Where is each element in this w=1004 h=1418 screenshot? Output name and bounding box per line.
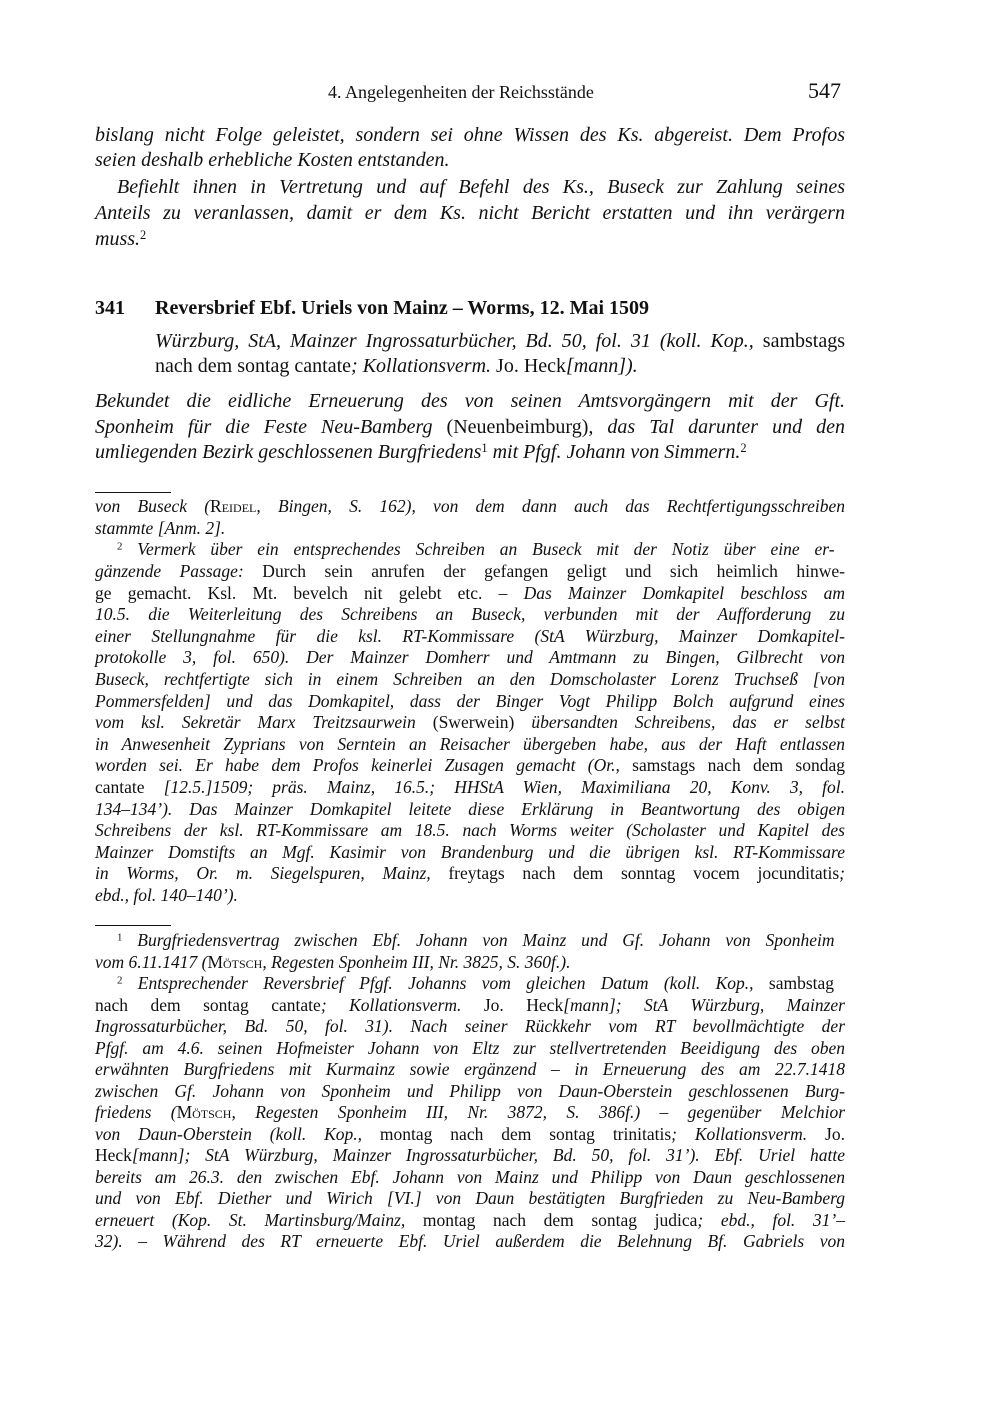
text-run: Burgfriedensvertrag zwischen Ebf. Johann von Mainz und Gf. Johann von Sponheim [122, 930, 835, 951]
text-run: und von Ebf. Diether und Wirich [VI.] von Daun bestätigten Burgfrieden zu Neu-Bamberg [95, 1188, 845, 1209]
text-run: umliegenden Bezirk geschlossenen Burgfriedens [95, 440, 482, 463]
footnotes-previous-entry-line [95, 799, 845, 820]
footnotes-previous-entry-line [95, 561, 845, 582]
footnote-marker: 1 [481, 440, 488, 455]
regest-line [95, 441, 747, 464]
footnotes-entry-341-line [95, 952, 571, 973]
text-run: Schreibens der ksl. RT-Kommissare am 18.5. nach Worms weiter (Scholaster und Kapitel des [95, 820, 845, 841]
text-run: nach dem sontag cantate [155, 354, 352, 377]
text-run: 134–134’). Das Mainzer Domkapitel leitete diese Erklärung in Beantwortung des obigen [95, 798, 845, 819]
footnote-separator [95, 492, 171, 493]
footnotes-previous-entry-line [95, 496, 845, 517]
text-run: nach dem sontag cantate [95, 994, 321, 1015]
text-run: friedens ( [95, 1102, 177, 1123]
footnotes-previous-entry-line [95, 518, 225, 539]
text-run: Mötsch [207, 951, 263, 972]
source-note-line [155, 330, 845, 353]
footnotes-entry-341-line [95, 1059, 845, 1080]
text-run: [mann]; StA Würzburg, Mainzer Ingrossaturbücher, Bd. 50, fol. 31’). Ebf. Uriel hatte [131, 1145, 845, 1166]
regest-line [95, 416, 845, 439]
footnotes-entry-341-line [95, 1124, 845, 1145]
footnotes-entry-341-line [117, 973, 834, 994]
entry-number: 341 [95, 297, 125, 319]
regest-line [95, 390, 845, 413]
text-run: Durch sein anrufen der gefangen geligt und sich heimlich hinwe- [243, 560, 845, 581]
text-run: stammte [Anm. 2]. [95, 517, 226, 538]
text-run: Heck [95, 1145, 132, 1166]
text-run: vom ksl. Sekretär Marx Treitzsaurwein [95, 712, 433, 733]
text-run: , Regesten Sponheim III, Nr. 3872, S. 386f.) – gegenüber Melchior [231, 1102, 845, 1123]
text-run: 10.5. die Weiterleitung des Schreibens an Buseck, verbunden mit der Aufforderung zu [95, 604, 845, 625]
text-run: Würzburg, StA, Mainzer Ingrossaturbücher, Bd. 50, fol. 31 (koll. Kop., [155, 329, 754, 352]
text-run: Jo. [807, 1123, 845, 1144]
text-run: Reidel [210, 496, 257, 517]
text-run: bislang nicht Folge geleistet, sondern sei ohne Wissen des Ks. abgereist. Dem Profos [95, 123, 845, 146]
text-run: Sponheim für die Feste Neu-Bamberg [95, 415, 433, 438]
text-run: ; Kollationsverm. [351, 354, 492, 377]
text-run: ; Kollationsverm. [320, 994, 462, 1015]
text-run: , Regesten Sponheim III, Nr. 3825, S. 360f.). [262, 951, 571, 972]
text-run: von Buseck ( [95, 496, 211, 517]
footnotes-previous-entry-line [117, 539, 835, 560]
footnotes-entry-341-line [117, 930, 835, 951]
text-run: ; Kollationsverm. [671, 1123, 808, 1144]
footnotes-entry-341-line [95, 1016, 845, 1037]
footnote-marker: 2 [117, 974, 123, 987]
text-run: sambstag [753, 973, 835, 994]
text-run: Mainzer Domstifts an Mgf. Kasimir von Brandenburg und die übrigen ksl. RT-Kommissare [95, 841, 845, 862]
source-note-line [155, 355, 638, 378]
footnotes-entry-341-line [95, 1210, 845, 1231]
text-run: Jo. Heck [461, 994, 564, 1015]
text-run: übersandten Schreibens, das er selbst [514, 712, 845, 733]
text-run: montag nach dem sontag judica [405, 1209, 698, 1230]
text-run: Jo. Heck [491, 354, 567, 377]
main-text-continuation-line [95, 124, 845, 147]
footnotes-previous-entry-line [95, 842, 845, 863]
text-run: Befiehlt ihnen in Vertretung und auf Befehl des Ks., Buseck zur Zahlung seines [117, 175, 845, 198]
footnote-marker: 2 [117, 540, 123, 553]
footnotes-previous-entry-line [95, 604, 845, 625]
text-run: Buseck, rechtfertigte sich in einem Schreiben an den Domscholaster Lorenz Truchseß [von [95, 668, 845, 689]
footnotes-entry-341-line [95, 1231, 845, 1252]
footnotes-entry-341-line [95, 1038, 845, 1059]
main-text-continuation-line [95, 202, 845, 225]
footnotes-previous-entry-line [95, 885, 238, 906]
footnotes-previous-entry-line [95, 647, 845, 668]
text-run: von Daun-Oberstein (koll. Kop., [95, 1123, 363, 1144]
footnotes-entry-341-line [95, 1167, 845, 1188]
main-text-continuation-line [95, 228, 146, 251]
text-run: worden sei. Er habe dem Profos keinerlei Zusagen gemacht (Or., [95, 755, 620, 776]
text-run: in Anwesenheit Zyprians von Serntein an Reisacher übergeben habe, aus der Haft entlassen [95, 733, 845, 754]
text-run: – Das Mainzer Domkapitel beschloss am [498, 582, 846, 603]
entry-title: Reversbrief Ebf. Uriels von Mainz – Worms, 12. Mai 1509 [155, 297, 650, 319]
main-text-continuation-line [95, 149, 450, 172]
text-run: erwähnten Burgfriedens mit Kurmainz sowie ergänzend – in Erneuerung des am 22.7.1418 [95, 1059, 845, 1080]
text-run: [mann]). [566, 354, 638, 377]
text-run: erneuert (Kop. St. Martinsburg/Mainz, [95, 1209, 406, 1230]
text-run: samstags nach dem sondag [619, 755, 845, 776]
text-run: (Neuenbeimburg) [432, 415, 589, 438]
text-run: Anteils zu veranlassen, damit er dem Ks. nicht Bericht erstatten und ihn verärgern [95, 201, 845, 224]
main-text-continuation-line [117, 176, 845, 199]
footnotes-previous-entry-line [95, 755, 845, 776]
text-run: mit Pfgf. Johann von Simmern. [487, 440, 741, 463]
footnotes-entry-341-line [95, 995, 845, 1016]
footnotes-previous-entry-line [95, 626, 845, 647]
text-run: Pommersfelden] und das Domkapitel, dass der Binger Vogt Philipp Bolch aufgrund eines [95, 690, 845, 711]
footnotes-previous-entry-line [95, 820, 845, 841]
running-header: 4. Angelegenheiten der Reichsstände [328, 82, 594, 102]
text-run: [mann]; StA Würzburg, Mainzer [563, 994, 845, 1015]
text-run: einer Stellungnahme für die ksl. RT-Kommissare (StA Würzburg, Mainzer Domkapitel- [95, 625, 845, 646]
text-run: cantate [95, 776, 164, 797]
text-run: ; [839, 863, 845, 884]
text-run: ; ebd., fol. 31’– [697, 1209, 845, 1230]
footnotes-previous-entry-line [95, 583, 845, 604]
text-run: , das Tal darunter und den [588, 415, 846, 438]
footnotes-previous-entry-line [95, 712, 845, 733]
text-run: freytags nach dem sonntag vocem jocunditatis [430, 863, 840, 884]
text-run: protokolle 3, fol. 650). Der Mainzer Domherr und Amtmann zu Bingen, Gilbrecht von [95, 647, 845, 668]
text-run: zwischen Gf. Johann von Sponheim und Philipp von Daun-Oberstein geschlossenen Burg- [95, 1080, 845, 1101]
footnote-marker: 2 [140, 227, 147, 242]
text-run: bereits am 26.3. den zwischen Ebf. Johann von Mainz und Philipp von Daun geschlossenen [95, 1166, 845, 1187]
text-run: ge gemacht. Ksl. Mt. bevelch nit gelebt etc. [95, 582, 499, 603]
text-run: Pfgf. am 4.6. seinen Hofmeister Johann von Eltz zur stellvertretenden Beeidigung des oben [95, 1037, 845, 1058]
footnotes-previous-entry-line [95, 691, 845, 712]
text-run: Ingrossaturbücher, Bd. 50, fol. 31). Nach seiner Rückkehr vom RT bevollmächtigte der [95, 1016, 845, 1037]
text-run: ebd., fol. 140–140’). [95, 884, 238, 905]
text-run: sambstags [753, 329, 845, 352]
text-run: [12.5.]1509; präs. Mainz, 16.5.; HHStA Wien, Maximiliana 20, Konv. 3, fol. [163, 776, 846, 797]
text-run: gänzende Passage: [95, 560, 244, 581]
footnotes-previous-entry-line [95, 669, 845, 690]
text-run: seien deshalb erhebliche Kosten entstanden. [95, 148, 450, 171]
text-run: Entsprechender Reversbrief Pfgf. Johanns vom gleichen Datum (koll. Kop., [122, 973, 754, 994]
text-run: Bekundet die eidliche Erneuerung des von seinen Amtsvorgängern mit der Gft. [95, 389, 845, 412]
footnotes-previous-entry-line [95, 777, 845, 798]
text-run: vom 6.11.1417 ( [95, 951, 208, 972]
text-run: muss. [95, 227, 141, 250]
text-run: Vermerk über ein entsprechendes Schreiben an Buseck mit der Notiz über eine er- [122, 539, 835, 560]
text-run: in Worms, Or. m. Siegelspuren, Mainz, [95, 863, 431, 884]
footnotes-previous-entry-line [95, 863, 845, 884]
footnote-marker: 1 [117, 931, 123, 944]
page-number: 547 [808, 78, 841, 103]
footnotes-entry-341-line [95, 1145, 845, 1166]
footnote-marker: 2 [740, 440, 747, 455]
text-run: , Bingen, S. 162), von dem dann auch das Rechtfertigungsschreiben [256, 496, 845, 517]
text-run: 32). – Während des RT erneuerte Ebf. Uriel außerdem die Belehnung Bf. Gabriels von [95, 1231, 845, 1252]
text-run: Mötsch [176, 1102, 232, 1123]
footnote-separator [95, 925, 171, 926]
footnotes-previous-entry-line [95, 734, 845, 755]
footnotes-entry-341-line [95, 1081, 845, 1102]
footnotes-entry-341-line [95, 1102, 845, 1123]
footnotes-entry-341-line [95, 1188, 845, 1209]
text-run: montag nach dem sontag trinitatis [362, 1123, 672, 1144]
text-run: (Swerwein) [432, 712, 515, 733]
